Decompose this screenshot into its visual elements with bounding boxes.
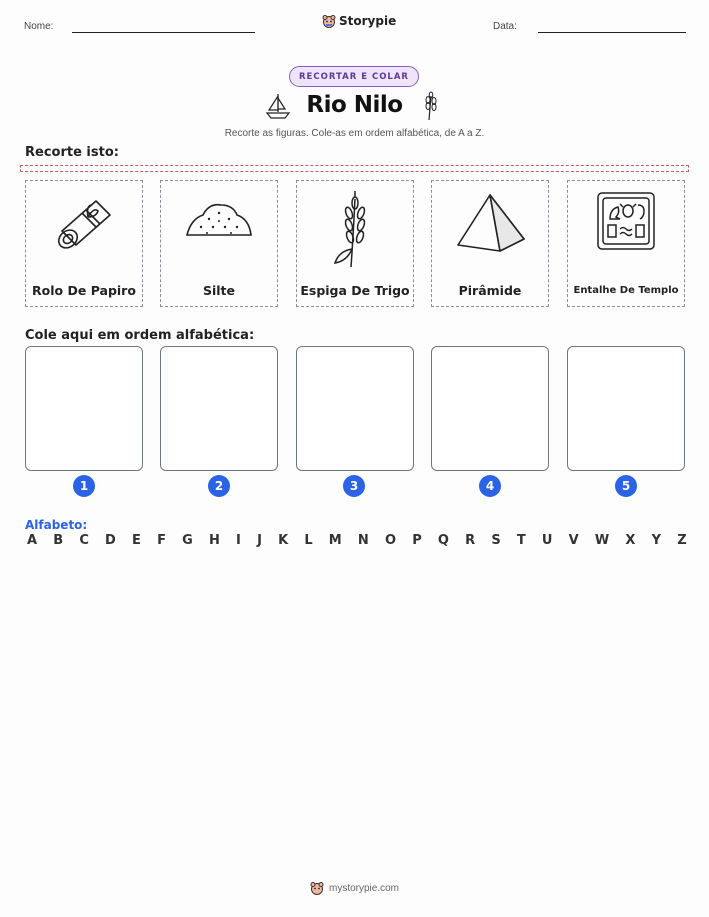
- number-badge-1: 1: [73, 475, 95, 497]
- silt-pile-icon: [179, 189, 259, 249]
- cut-line: [20, 165, 689, 172]
- storypie-mascot-icon: [310, 881, 324, 895]
- papyrus-scroll-icon: [44, 189, 124, 259]
- alphabet-letter: E: [132, 533, 141, 548]
- cut-card-wheat[interactable]: [296, 180, 414, 307]
- number-badge-2: 2: [208, 475, 230, 497]
- alphabet-letter: J: [257, 533, 262, 548]
- date-label: Data:: [493, 21, 517, 32]
- temple-carving-icon: [594, 189, 658, 253]
- alphabet-letter: U: [541, 533, 553, 548]
- alphabet-letter: Y: [651, 533, 662, 548]
- alphabet-letter: A: [27, 533, 38, 548]
- pyramid-icon: [450, 189, 530, 259]
- page-title: Rio Nilo: [306, 92, 403, 118]
- number-badge-4: 4: [479, 475, 501, 497]
- alphabet-letter: I: [236, 533, 241, 548]
- alphabet-letter: S: [491, 533, 501, 548]
- alphabet-letter: D: [105, 533, 116, 548]
- card-label: Pirâmide: [458, 283, 522, 298]
- alphabet-letter: H: [208, 533, 220, 548]
- number-badge-3: 3: [343, 475, 365, 497]
- wheat-ear-icon: [325, 189, 385, 271]
- alphabet-letter: T: [516, 533, 526, 548]
- date-line[interactable]: [538, 32, 686, 33]
- alphabet-letter: V: [568, 533, 579, 548]
- instructions: Recorte as figuras. Cole-as em ordem alfabética, de A a Z.: [224, 128, 485, 139]
- cut-card-silt[interactable]: [160, 180, 278, 307]
- alphabet-letter: C: [79, 533, 89, 548]
- card-label: Entalhe De Templo: [573, 285, 679, 296]
- alphabet-letter: L: [304, 533, 313, 548]
- wheat-icon: [420, 90, 442, 122]
- alphabet-letter: K: [278, 533, 289, 548]
- alphabet-letter: B: [53, 533, 64, 548]
- alphabet-letter: M: [328, 533, 342, 548]
- brand-name: Storypie: [339, 14, 397, 28]
- alphabet-letter: N: [357, 533, 369, 548]
- paste-box-1[interactable]: [25, 346, 143, 471]
- alphabet-letter: W: [594, 533, 610, 548]
- alphabet-letter: Q: [437, 533, 449, 548]
- card-label: Espiga De Trigo: [300, 283, 410, 298]
- paste-box-4[interactable]: [431, 346, 549, 471]
- alphabet-letter: F: [157, 533, 166, 548]
- paste-box-5[interactable]: [567, 346, 685, 471]
- alphabet-letter: G: [182, 533, 193, 548]
- footer: [0, 881, 709, 895]
- alphabet-letter: Z: [677, 533, 687, 548]
- name-label: Nome:: [24, 21, 54, 32]
- paste-box-3[interactable]: [296, 346, 414, 471]
- brand-logo: [322, 14, 396, 28]
- cut-card-pyramid[interactable]: [431, 180, 549, 307]
- alphabet-letter: X: [625, 533, 636, 548]
- alphabet-row: [27, 533, 687, 548]
- activity-badge: RECORTAR E COLAR: [289, 66, 419, 87]
- alphabet-label: Alfabeto:: [25, 518, 88, 532]
- footer-url[interactable]: mystorypie.com: [328, 882, 399, 894]
- storypie-mascot-icon: [322, 14, 336, 28]
- number-badge-5: 5: [615, 475, 637, 497]
- card-label: Rolo De Papiro: [32, 283, 136, 298]
- paste-heading: Cole aqui em ordem alfabética:: [25, 328, 255, 343]
- name-line[interactable]: [72, 32, 255, 33]
- card-label: Silte: [202, 283, 236, 298]
- cut-heading: Recorte isto:: [25, 145, 119, 160]
- paste-box-2[interactable]: [160, 346, 278, 471]
- alphabet-letter: R: [465, 533, 476, 548]
- cut-card-papyrus[interactable]: [25, 180, 143, 307]
- cut-card-temple-carving[interactable]: [567, 180, 685, 307]
- alphabet-letter: P: [412, 533, 422, 548]
- alphabet-letter: O: [384, 533, 397, 548]
